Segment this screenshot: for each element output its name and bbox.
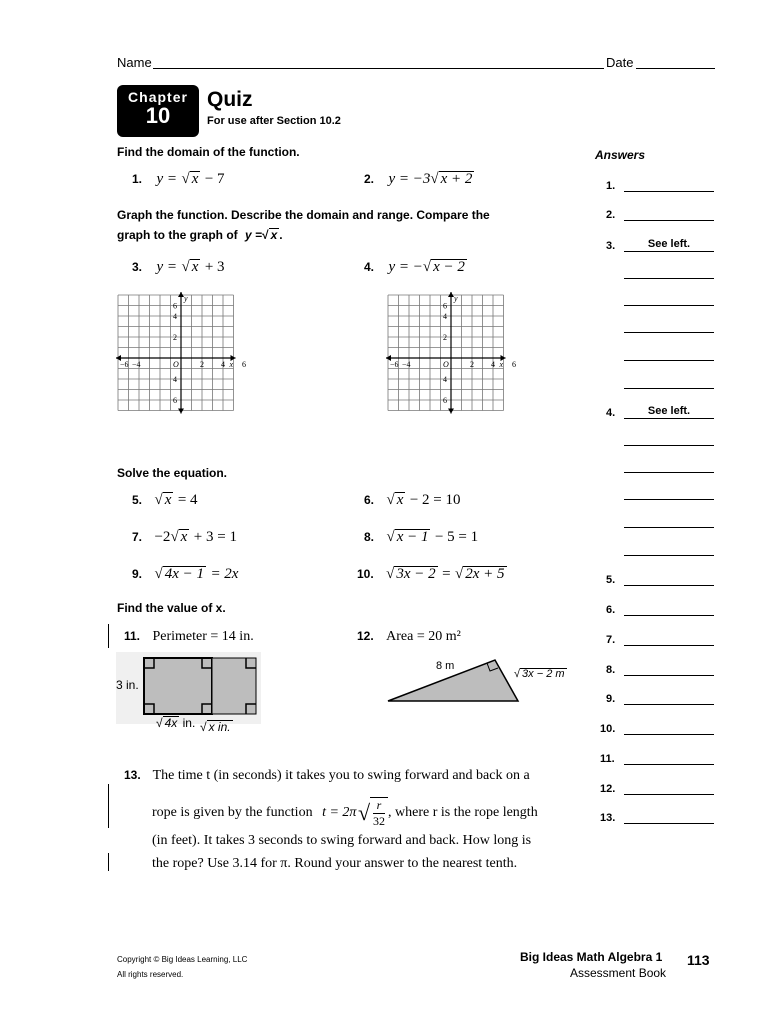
answer-label-11: 11. [600,753,615,765]
radical-sign: √ [170,529,179,545]
x-tick-label: 6 [512,360,516,369]
problem-number: 6. [364,493,375,507]
footer-book-title: Big Ideas Math Algebra 1 [520,950,663,964]
section-value-heading: Find the value of x. [117,601,226,615]
problem-text: , where r is the rope length [388,805,538,821]
answer-label-4: 4. [606,407,616,419]
eq-equals: = [442,566,451,582]
answer-field-2[interactable] [624,220,714,221]
radical-sign: √ [386,492,395,508]
answer-extra-line[interactable] [624,278,714,279]
answer-extra-line[interactable] [624,332,714,333]
radicand: x [191,259,199,275]
answer-extra-line[interactable] [624,305,714,306]
radical-sign: √ [154,492,163,508]
eq-rest: = 4 [177,492,198,508]
problem-number: 10. [357,567,374,581]
problem-13-line-3 [152,833,531,849]
problem-12 [357,627,461,645]
answer-extra-line[interactable] [624,445,714,446]
radical-sign: √ [154,566,163,582]
radical-sign: √ [386,529,395,545]
footer-book-subtitle: Assessment Book [570,966,667,980]
radicand: x [180,529,188,545]
problem-number: 12. [357,629,374,643]
radicand: x [396,492,404,508]
x-tick-label: −4 [132,360,141,369]
date-label: Date [606,55,634,70]
radical-sign: √ [514,668,521,680]
radicand: 2x + 5 [465,566,505,582]
problem-7 [132,528,237,546]
x-tick-label: −6 [390,360,399,369]
answer-field-10[interactable] [624,734,714,735]
revision-bar [108,784,109,828]
rect-side-label: 3 in. [116,678,139,692]
problem-text: Round your answer to the nearest tenth. [294,856,518,871]
answer-field-6[interactable] [624,615,714,616]
y-axis-label: y [454,294,458,303]
y-tick-label: 4 [443,375,447,384]
answer-label-10: 10. [600,723,616,735]
answers-heading: Answers [595,148,646,162]
radicand: x − 2 [433,259,465,275]
footer-rights: All rights reserved. [117,970,184,979]
answer-extra-line[interactable] [624,388,714,389]
y-tick-label: 4 [443,312,447,321]
fraction-denominator: 32 [373,814,386,828]
answer-extra-line[interactable] [624,499,714,500]
graph-grid-3[interactable] [116,290,246,420]
origin-label: O [443,360,449,369]
formula-lhs: t = 2π [322,805,357,821]
answer-field-5[interactable] [624,585,714,586]
section-solve-heading: Solve the equation. [117,466,228,480]
pi-symbol: π. [280,856,291,871]
answer-label-9: 9. [606,693,616,705]
radicand: x [270,228,278,242]
problem-number: 3. [132,260,143,274]
problem-text: rope is given by the function [152,805,313,821]
answer-extra-line[interactable] [624,360,714,361]
x-tick-label: −4 [402,360,411,369]
radical-sign: √ [357,800,371,825]
problem-text: the rope? Use 3.14 for [152,856,277,871]
problem-13-line-1 [124,766,530,784]
radical-sign: √ [156,716,163,730]
answer-label-7: 7. [606,634,616,646]
answer-label-2: 2. [606,209,616,221]
name-label: Name [117,55,152,70]
problem-number: 5. [132,493,143,507]
graph-ref-lhs: y = [245,228,263,242]
rect-right [212,658,256,714]
x-tick-label: 4 [491,360,495,369]
radical-sign: √ [455,566,464,582]
radicand: 3x − 2 [396,566,436,582]
x-tick-label: −6 [120,360,129,369]
graph-grid-4[interactable] [386,290,516,420]
triangle-figure [385,655,525,705]
triangle-side-label [514,668,567,681]
x-tick-label: 2 [200,360,204,369]
y-axis-label: y [184,294,188,303]
radical-sign: √ [430,171,439,187]
answer-extra-line[interactable] [624,527,714,528]
y-tick-label: 6 [443,396,447,405]
problem-9 [132,565,238,583]
problem-number: 4. [364,260,375,274]
answer-field-11[interactable] [624,764,714,765]
answer-label-6: 6. [606,604,616,616]
eq-lhs: y = − [388,259,423,275]
problem-text: The time t (in seconds) it takes you to swing forward and back on a [152,768,530,783]
problem-13-line-2 [152,797,538,829]
y-tick-label: 6 [173,301,177,311]
radicand: x in. [208,720,231,734]
eq-lhs: −2 [154,529,171,545]
answer-extra-line[interactable] [624,472,714,473]
problem-8 [364,528,478,546]
y-tick-label: 2 [173,333,177,342]
problem-text: Area = 20 m² [386,629,461,644]
date-line[interactable] [636,68,715,69]
chapter-number: 10 [145,103,171,128]
y-tick-label: 4 [173,375,177,384]
unit-label: in. [182,716,196,730]
answer-label-3: 3. [606,240,616,252]
page-number: 113 [687,952,710,968]
eq-rest: = 2x [210,566,239,582]
answer-label-13: 13. [600,812,616,824]
problem-11 [124,627,254,645]
problem-number: 8. [364,530,375,544]
name-line[interactable] [153,68,604,69]
answer-field-1[interactable] [624,191,714,192]
section-graph-heading-2: graph to the graph of y =√ x . [117,228,283,242]
problem-6 [364,491,461,509]
quiz-subtitle: For use after Section 10.2 [207,115,341,127]
revision-bar [108,853,109,871]
x-tick-label: 4 [221,360,225,369]
answer-label-8: 8. [606,664,616,676]
radicand: 3x − 2 m [522,668,565,680]
triangle-top-label: 8 m [436,660,455,672]
problem-3 [132,258,225,276]
problem-13-line-4 [152,856,517,872]
y-tick-label: 2 [443,333,447,342]
problem-text: (in feet). [152,833,201,848]
x-axis-label: x [499,360,504,369]
radical-sign: √ [200,720,207,734]
problem-number: 2. [364,172,375,186]
quiz-title: Quiz [207,88,253,111]
x-axis-label: x [229,360,234,369]
eq-lhs: y = [156,171,177,187]
eq-rest: + 3 [204,259,225,275]
answer-field-13[interactable] [624,823,714,824]
problem-5 [132,491,198,509]
answer-field-8[interactable] [624,675,714,676]
radicand: x [191,171,199,187]
problem-number: 7. [132,530,143,544]
radical-sign: √ [422,259,432,275]
problem-10 [357,565,507,583]
problem-4 [364,258,467,276]
rect-bottom-label [156,716,195,730]
radical-sign: √ [181,259,190,275]
fraction-numerator: r [373,798,385,814]
eq-rest: − 5 = 1 [434,529,479,545]
problem-number: 13. [124,768,141,782]
answer-extra-line[interactable] [624,555,714,556]
y-tick-label: 6 [443,301,447,311]
eq-rest: − 2 = 10 [409,492,461,508]
answer-label-5: 5. [606,574,616,586]
footer-copyright: Copyright © Big Ideas Learning, LLC [117,955,248,964]
problem-1 [132,170,225,188]
radical-sign: √ [262,228,269,242]
radicand: x + 2 [440,171,473,187]
origin-label: O [173,360,179,369]
eq-lhs: y = −3 [388,171,431,187]
answer-field-9[interactable] [624,704,714,705]
problem-2 [364,170,474,188]
problem-text: Perimeter = 14 in. [152,629,254,644]
y-tick-label: 6 [173,396,177,405]
chapter-badge [117,85,199,137]
radicand: x [164,492,172,508]
problem-text: It takes 3 seconds to swing forward and back. How long is [203,833,532,848]
x-tick-label: 6 [242,360,246,369]
x-tick-label: 2 [470,360,474,369]
problem-number: 9. [132,567,143,581]
radical-sign: √ [181,171,190,187]
eq-rest: + 3 = 1 [193,529,237,545]
radicand: x − 1 [396,529,429,545]
rect-bottom-label-2 [200,720,233,734]
problem-number: 1. [132,172,143,186]
eq-lhs: y = [156,259,177,275]
radical-sign: √ [386,566,395,582]
radicand: 4x [164,716,178,730]
answer-field-7[interactable] [624,645,714,646]
graph-heading-text: graph to the graph of [117,228,238,242]
answer-field-4[interactable]: See left. [624,404,714,419]
radicand: 4x − 1 [164,566,204,582]
problem-number: 11. [124,629,141,643]
answer-label-1: 1. [606,180,616,192]
answer-field-3[interactable]: See left. [624,237,714,252]
y-tick-label: 4 [173,312,177,321]
section-graph-heading-1: Graph the function. Describe the domain and range. Compare the [117,208,490,222]
section-domain-heading: Find the domain of the function. [117,145,300,159]
answer-label-12: 12. [600,783,616,795]
eq-rest: − 7 [204,171,225,187]
chapter-word: Chapter [128,89,188,105]
revision-bar [108,624,109,648]
answer-field-12[interactable] [624,794,714,795]
